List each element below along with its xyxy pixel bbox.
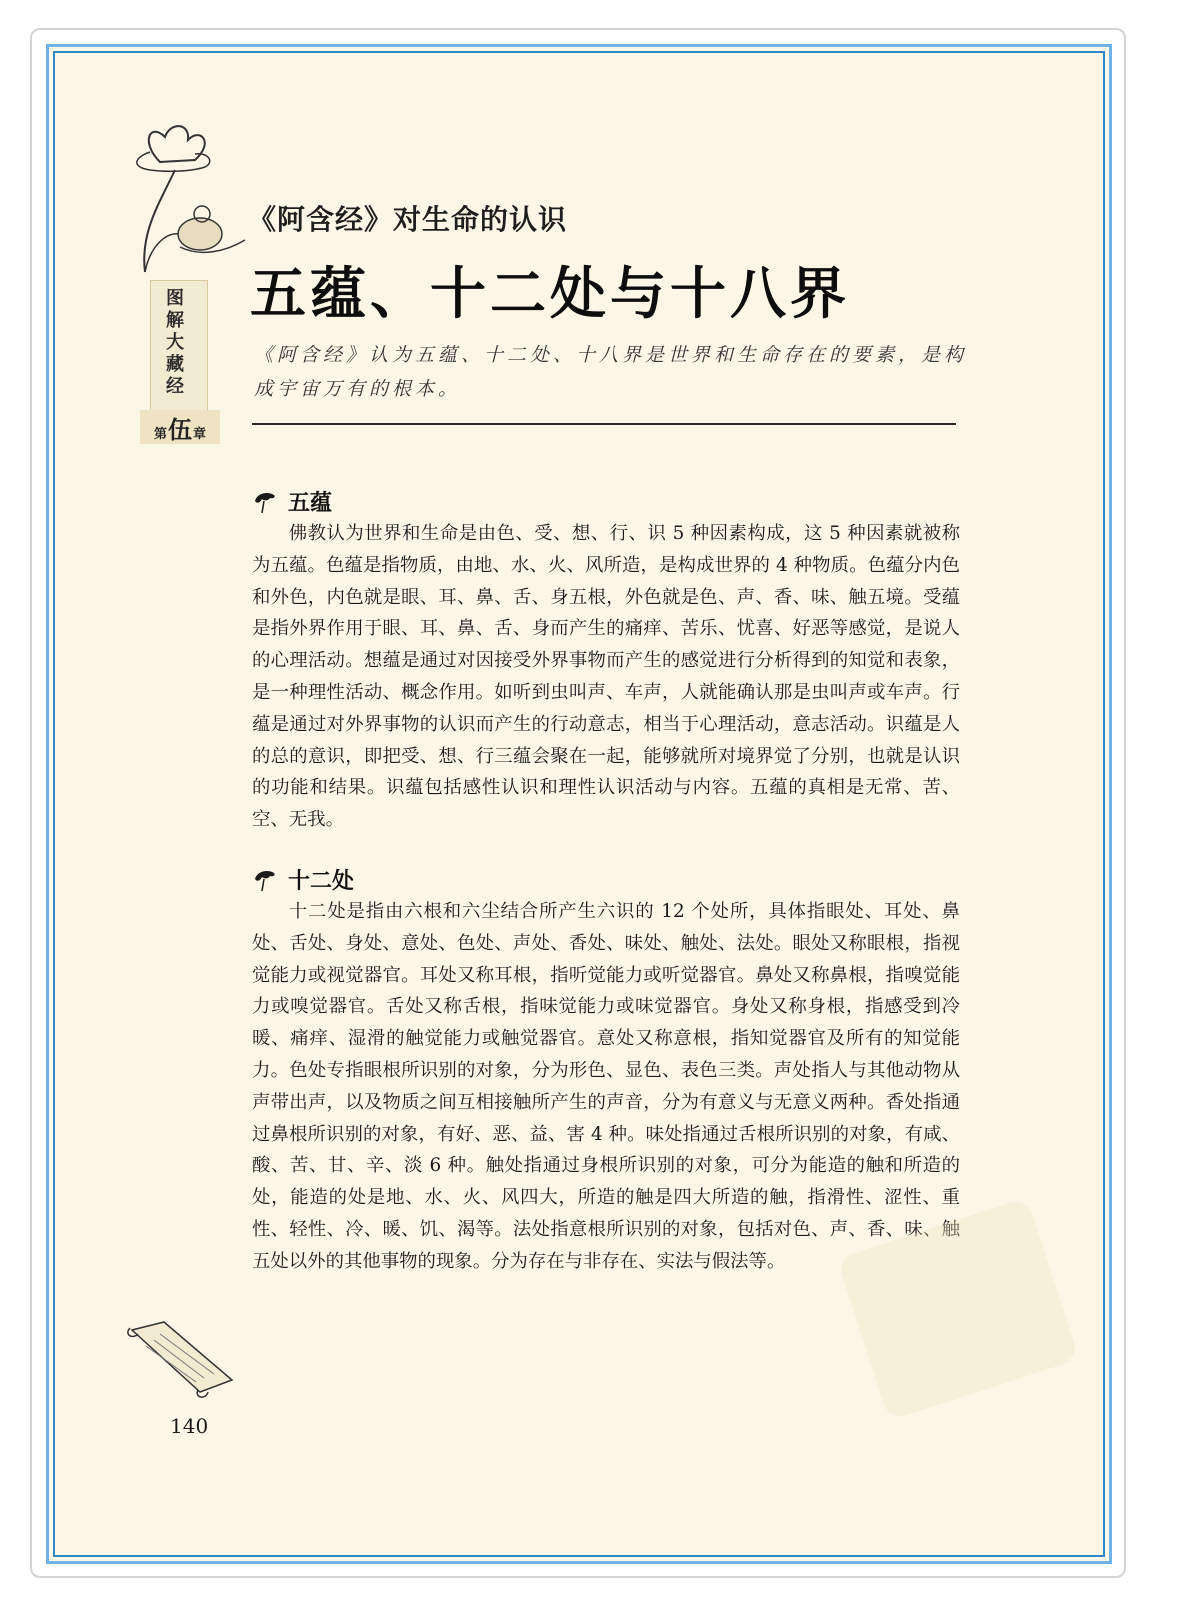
cloud-brush-icon bbox=[252, 867, 278, 893]
intro-text: 《阿含经》认为五蕴、十二处、十八界是世界和生命存在的要素，是构成宇宙万有的根本。 bbox=[254, 344, 968, 400]
lotus-ornament-icon bbox=[120, 122, 250, 292]
chapter-suffix: 章 bbox=[193, 427, 207, 442]
title-divider bbox=[252, 423, 956, 425]
book-title-char: 解 bbox=[166, 310, 184, 331]
book-title-char: 经 bbox=[166, 376, 184, 397]
section-heading-text: 五蕴 bbox=[288, 491, 333, 516]
section-body-shierchu: 十二处是指由六根和六尘结合所产生六识的 12 个处所，具体指眼处、耳处、鼻处、舌处、身处、意处、色处、声处、香处、味处、触处、法处。眼处又称眼根，指视觉能力或视觉器官。耳处又称耳根，指听觉能力或听觉器官。鼻处又称鼻根，指嗅觉能力或嗅觉器官。舌处又称舌根，指味觉能力或味觉器官。身处又称身根，指感受到冷暖、痛痒、湿滑的触觉能力或触觉器官。意处又称意根，指知觉器官及所有的知觉能力。色处专指眼根所识别的对象，分为形色、显色、表色三类。声处指人与其他动物从声带出声，以及物质之间互相接触所产生的声音，分为有意义与无意义两种。香处指通过鼻根所识别的对象，有好、恶、益、害 4 种。味处指通过舌根所识别的对象，有咸、酸、苦、甘、辛、淡 6 种。触处指通过身根所识别的对象，可分为能造的触和所造的处，能造的处是地、水、火、风四大，所造的触是四大所造的触，指滑性、涩性、重性、轻性、冷、暖、饥、渴等。法处指意根所识别的对象，包括对色、声、香、味、触五处以外的其他事物的现象。分为存在与非存在、实法与假法等。 bbox=[252, 901, 960, 1272]
section-heading-shierchu bbox=[252, 864, 354, 895]
section-body-wuyun: 佛教认为世界和生命是由色、受、想、行、识 5 种因素构成，这 5 种因素就被称为五蕴。色蕴是指物质，由地、水、火、风所造，是构成世界的 4 种物质。色蕴分内色和外色，内色就是眼、耳、鼻、舌、身五根，外色就是色、声、香、味、触五境。受蕴是指外界作用于眼、耳、鼻、舌、身而产生的痛痒、苦乐、忧喜、好恶等感觉，是说人的心理活动。想蕴是通过对因接受外界事物而产生的感觉进行分析得到的知觉和表象，是一种理性活动、概念作用。如听到虫叫声、车声，人就能确认那是虫叫声或车声。行蕴是通过对外界事物的认识而产生的行动意志，相当于心理活动，意志活动。识蕴是人的总的意识，即把受、想、行三蕴会聚在一起，能够就所对境界觉了分别，也就是认识的功能和结果。识蕴包括感性认识和理性认识活动与内容。五蕴的真相是无常、苦、空、无我。 bbox=[252, 523, 960, 831]
page-title: 五蕴、十二处与十八界 bbox=[250, 262, 850, 327]
page-kicker: 《阿含经》对生命的认识 bbox=[248, 203, 568, 236]
book-title-vertical bbox=[160, 288, 190, 398]
chapter-number: 伍 bbox=[168, 415, 192, 444]
chapter-mark bbox=[140, 410, 220, 444]
book-title-char: 藏 bbox=[166, 354, 184, 375]
book-title-char: 大 bbox=[166, 332, 184, 353]
chapter-prefix: 第 bbox=[153, 427, 167, 442]
page-number: 140 bbox=[170, 1414, 209, 1438]
section-heading-wuyun bbox=[252, 486, 332, 517]
book-title-char: 图 bbox=[166, 288, 184, 309]
section-heading-text: 十二处 bbox=[288, 869, 355, 894]
scroll-icon bbox=[124, 1320, 236, 1400]
cloud-brush-icon bbox=[252, 489, 278, 515]
